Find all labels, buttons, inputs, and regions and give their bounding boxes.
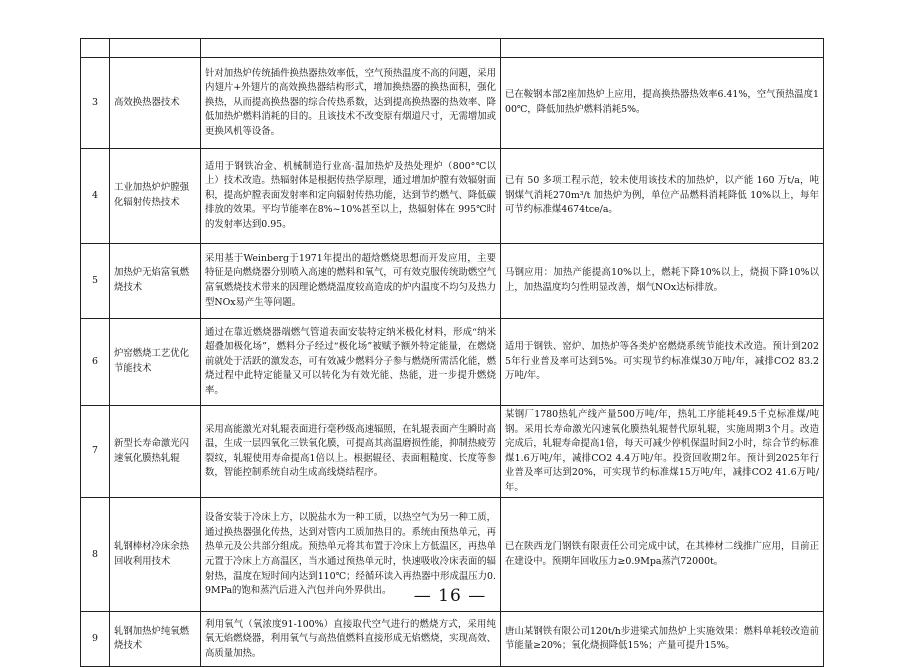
table-row-continued xyxy=(81,39,824,58)
technology-name: 加热炉无焰富氧燃烧技术 xyxy=(110,244,201,319)
technology-description: 利用氧气（氧浓度91-100%）直接取代空气进行的燃烧方式，采用纯氧无焰燃烧器，利用氧气与高热值燃料直接形成无焰燃烧，实现高效、高质量加热。 xyxy=(201,612,501,667)
row-number: 5 xyxy=(81,244,110,319)
application-case: 某钢厂1780热轧产线产量500万吨/年，热轧工序能耗49.5千克标准煤/吨钢。采用长寿命激光闪速氧化膜热轧辊替代原轧辊，实施周期3个月。改造完成后，轧辊寿命提高1倍，每天可减少停机保温时间2小时，综合节约标准煤1.6万吨/年，减排CO2 4.4万吨/年。投资回收期2年。预计到2025年行业普及率可达到20%，可实现节约标准煤15万吨/年，减排CO2 41.6万吨/年。 xyxy=(501,406,824,498)
technology-name: 工业加热炉炉膛强化辐射传热技术 xyxy=(110,149,201,244)
table-row xyxy=(81,612,824,667)
row-number: 6 xyxy=(81,319,110,406)
application-case: 已在陕西龙门钢铁有限责任公司完成中试，在其棒材二线推广应用，目前正在建设中。预期年回收压力≥0.9Mpa蒸汽72000t。 xyxy=(501,498,824,612)
row-number: 8 xyxy=(81,498,110,612)
technology-description: 采用基于Weinberg于1971年提出的超焓燃烧思想而开发应用，主要特征是向燃烧器分别喷入高速的燃料和氧气，可有效克服传统助燃空气富氧燃烧技术带来的因理论燃烧温度较高造成的炉内温度不均匀及热力型NOx易产生等问题。 xyxy=(201,244,501,319)
technology-description: 设备安装于冷床上方，以脱盐水为一种工质，以热空气为另一种工质，通过换热器强化传热，达到对管内工质加热目的。系统由预热单元，再热单元及公共部分组成。预热单元将其布置于冷床上方低温区，再热单元置于冷床上方高温区，当水通过预热单元时，快速吸收冷床表面的辐射热，温度在短时间内达到110℃；经循环读入再热器中形成温压力0.9MPa的饱和蒸汽后进入汽包并向外界供出。 xyxy=(201,498,501,612)
row-number: 9 xyxy=(81,612,110,667)
technology-name: 新型长寿命激光闪速氧化膜热轧辊 xyxy=(110,406,201,498)
row-number: 4 xyxy=(81,149,110,244)
row-number: 3 xyxy=(81,58,110,149)
table-row xyxy=(81,406,824,498)
cell-blank xyxy=(110,39,201,58)
technology-table xyxy=(80,38,824,667)
row-number: 7 xyxy=(81,406,110,498)
table-row xyxy=(81,244,824,319)
application-case: 马钢应用：加热产能提高10%以上，燃耗下降10%以上，烧损下降10%以上，加热温度均匀性明显改善，烟气NOx达标排放。 xyxy=(501,244,824,319)
application-case: 已在鞍钢本部2座加热炉上应用，提高换热器热效率6.41%，空气预热温度100℃，降低加热炉燃料消耗5%。 xyxy=(501,58,824,149)
cell-blank xyxy=(201,39,501,58)
cell-blank xyxy=(501,39,824,58)
page-number: — 16 — xyxy=(413,586,487,606)
technology-description: 采用高能激光对轧辊表面进行毫秒级高速辐照，在轧辊表面产生瞬时高温，生成一层四氧化三铁氧化膜，可提高其高温磨损性能，抑制热疲劳裂纹，轧辊使用寿命提高1倍以上。根据辊径、表面粗糙度、长度等参数，智能控制系统自动生成高线烧结程序。 xyxy=(201,406,501,498)
technology-name: 高效换热器技术 xyxy=(110,58,201,149)
table-row xyxy=(81,149,824,244)
technology-name: 炉窑燃烧工艺优化节能技术 xyxy=(110,319,201,406)
application-case: 适用于钢铁、窑炉、加热炉等各类炉窑燃烧系统节能技术改造。预计到2025年行业普及率可达到5%。可实现节约标准煤30万吨/年，减排CO2 83.2万吨/年。 xyxy=(501,319,824,406)
technology-description: 适用于钢铁冶金、机械制造行业高·温加热炉及热处理炉（800°℃以上）技术改造。热辐射体是根据传热学原理，通过增加炉膛有效辐射面积，提高炉膛表面发射率和定向辐射传热功能，达到节约燃气、降低碳排放的效果。平均节能率在8%~10%甚至以上，热辐射体在 995℃时的发射率达到0.95。 xyxy=(201,149,501,244)
technology-description: 针对加热炉传统插件换热器热效率低，空气预热温度不高的问题，采用内翅片+外翅片的高效换热器结构形式，增加换热器的换热面积，强化换热，从而提高换热器的综合传热系数，达到提高换热器的热效率、降低加热炉燃料消耗的目的。且该技术不改变原有烟道尺寸，无需增加或更换风机等设备。 xyxy=(201,58,501,149)
technology-name: 轧钢棒材冷床余热回收利用技术 xyxy=(110,498,201,612)
technology-name: 轧钢加热炉纯氧燃烧技术 xyxy=(110,612,201,667)
table-row xyxy=(81,58,824,149)
cell-blank xyxy=(81,39,110,58)
application-case: 已有 50 多项工程示范，较未使用该技术的加热炉，以产能 160 万t/a，吨钢煤气消耗270m³/t 加热炉为例，单位产品燃料消耗降低 10%以上，每年可节约标准煤4674tce/a。 xyxy=(501,149,824,244)
table-row xyxy=(81,319,824,406)
technology-description: 通过在靠近燃烧器端燃气管道表面安装特定纳米极化材料，形成“纳米超叠加极化场”，燃料分子经过“极化场”被赋予额外特定能量，在燃烧前就处于活跃的激发态，可有效减少燃料分子参与燃烧所需活化能，燃烧过程中此特定能量又可以转化为有效光能、热能，进一步提升燃烧率。 xyxy=(201,319,501,406)
application-case: 唐山某钢铁有限公司120t/h步进梁式加热炉上实施效果：燃料单耗较改造前节能量≥20%；氧化烧损降低15%；产量可提升15%。 xyxy=(501,612,824,667)
